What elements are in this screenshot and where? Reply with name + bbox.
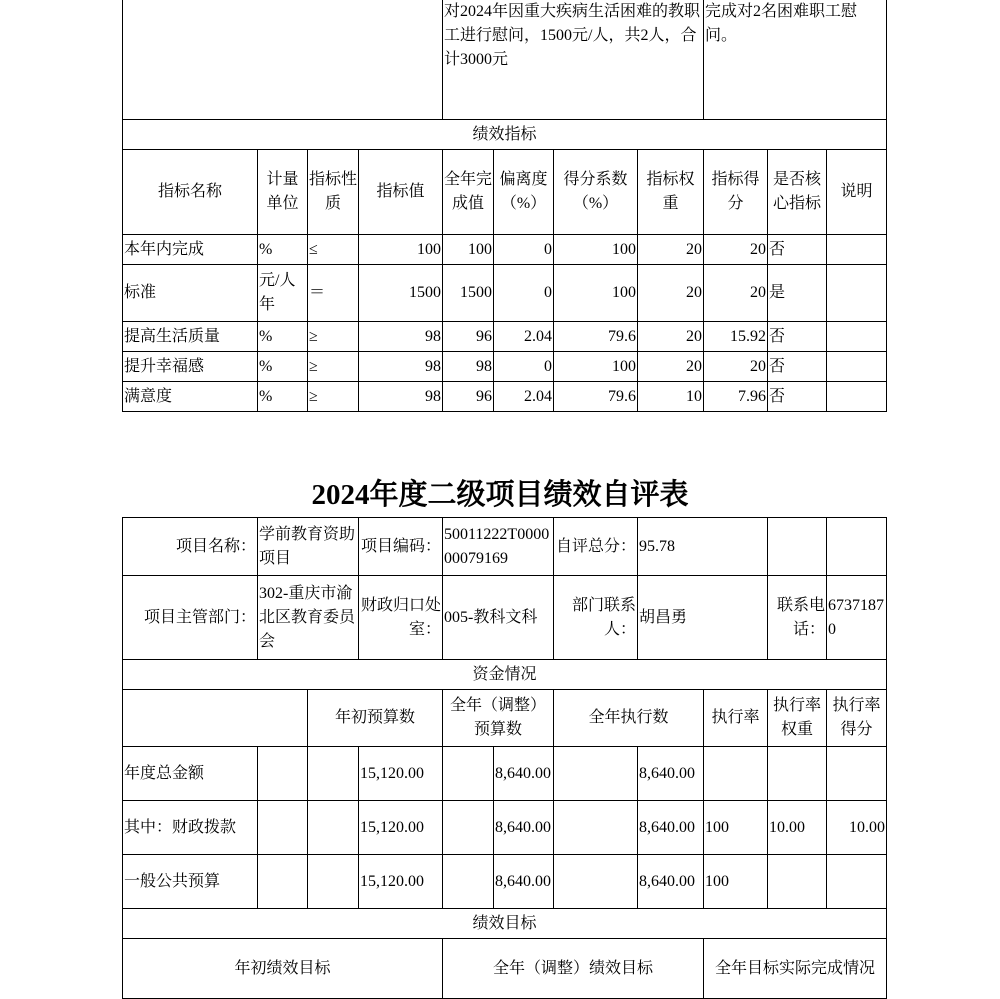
table-cell: 1500 [359,265,443,322]
column-header: 执行率得分 [827,690,887,747]
table-cell: % [258,235,308,265]
phone-number: 67371870 [827,576,887,660]
table-cell [827,518,887,576]
table-cell: % [258,382,308,412]
project-info-row [123,518,887,576]
table-cell: 100 [554,352,638,382]
project-code: 50011222T000000079169 [443,518,554,576]
column-header: 执行率 [704,690,768,747]
column-header: 指标值 [359,150,443,235]
table-cell: 100 [704,855,768,909]
table-cell: 20 [638,352,704,382]
table-cell [827,235,887,265]
project-name-label: 项目名称： [123,518,258,576]
page-title: 2024年度二级项目绩效自评表 [311,479,689,511]
table-cell [554,747,638,801]
table-cell: 一般公共预算 [123,855,258,909]
table-cell [123,690,308,747]
table-cell [827,352,887,382]
plan-goal-text: 对2024年因重大疾病生活困难的教职工进行慰问，1500元/人，共2人，合计3000元 [443,0,704,120]
table-cell: 满意度 [123,382,258,412]
table-cell: 100 [554,235,638,265]
goal-text-row [123,0,887,120]
table-cell: 15,120.00 [359,855,443,909]
table-cell: 20 [638,265,704,322]
table-cell [768,518,827,576]
table-cell: ≥ [308,322,359,352]
funds-row [123,855,887,909]
table-cell [308,855,359,909]
table-cell: 元/人年 [258,265,308,322]
header-row [123,150,887,235]
office-label: 财政归口处室： [359,576,443,660]
column-header: 得分系数（%） [554,150,638,235]
section-title: 绩效目标 [123,909,887,939]
table-cell: 100 [359,235,443,265]
score-label: 自评总分： [554,518,638,576]
section-row [123,660,887,690]
table-cell: 2.04 [494,322,554,352]
column-header: 全年目标实际完成情况 [704,939,887,999]
table-cell [827,382,887,412]
section-row [123,909,887,939]
table-cell: 79.6 [554,382,638,412]
table-cell [308,801,359,855]
table-cell: % [258,352,308,382]
table-cell: 96 [443,382,494,412]
dept-name: 302-重庆市渝北区教育委员会 [258,576,359,660]
table-cell: 100 [554,265,638,322]
table-cell: ≥ [308,352,359,382]
column-header: 偏离度（%） [494,150,554,235]
table-cell [258,855,308,909]
table-cell: 79.6 [554,322,638,352]
table-cell [827,322,887,352]
total-score: 95.78 [638,518,768,576]
project-code-label: 项目编码： [359,518,443,576]
table-cell: 否 [768,382,827,412]
indicator-row [123,352,887,382]
column-header: 指标名称 [123,150,258,235]
table-cell: 否 [768,235,827,265]
table-cell: 8,640.00 [638,801,704,855]
table-cell [827,747,887,801]
table-cell [554,801,638,855]
table-cell: ＝ [308,265,359,322]
column-header: 全年完成值 [443,150,494,235]
table-cell: 98 [359,382,443,412]
column-header: 指标得分 [704,150,768,235]
table-cell: 98 [443,352,494,382]
table-cell: 8,640.00 [494,801,554,855]
table-cell: 7.96 [704,382,768,412]
table-cell: 20 [704,352,768,382]
contact-name: 胡昌勇 [638,576,768,660]
section-title: 资金情况 [123,660,887,690]
actual-completion-text: 完成对2名困难职工慰问。 [704,0,887,120]
table-cell: 20 [704,265,768,322]
table-cell: 10.00 [827,801,887,855]
table-cell: % [258,322,308,352]
table-cell: 0 [494,352,554,382]
column-header: 执行率权重 [768,690,827,747]
column-header: 指标权重 [638,150,704,235]
section-title: 绩效指标 [123,120,887,150]
table-cell: 本年内完成 [123,235,258,265]
project-dept-row [123,576,887,660]
table-cell [123,0,443,120]
phone-label: 联系电话： [768,576,827,660]
table-cell: 提升幸福感 [123,352,258,382]
table-cell: ≤ [308,235,359,265]
indicator-row [123,322,887,352]
table-cell: 2.04 [494,382,554,412]
column-header: 全年执行数 [554,690,704,747]
table-cell: 是 [768,265,827,322]
table-cell [704,747,768,801]
column-header: 说明 [827,150,887,235]
funds-row [123,747,887,801]
table-cell: 8,640.00 [494,747,554,801]
table-cell [258,801,308,855]
table-cell [443,855,494,909]
table-cell [258,747,308,801]
table-cell: 0 [494,235,554,265]
table-cell: 8,640.00 [494,855,554,909]
table-cell: 年度总金额 [123,747,258,801]
indicator-row [123,265,887,322]
table-cell [827,855,887,909]
table-cell [768,747,827,801]
table-cell: 8,640.00 [638,747,704,801]
indicator-row [123,235,887,265]
dept-label: 项目主管部门： [123,576,258,660]
table-cell: 20 [638,322,704,352]
table-cell: 否 [768,352,827,382]
column-header: 是否核心指标 [768,150,827,235]
table-cell [308,747,359,801]
table-cell [443,801,494,855]
table-cell: 否 [768,322,827,352]
project-name: 学前教育资助项目 [258,518,359,576]
goals-header-row [123,939,887,999]
column-header: 全年（调整）绩效目标 [443,939,704,999]
table-cell: 15.92 [704,322,768,352]
column-header: 年初预算数 [308,690,443,747]
column-header: 指标性质 [308,150,359,235]
funds-row [123,801,887,855]
table-cell: 10 [638,382,704,412]
funds-header-row [123,690,887,747]
table-cell: 98 [359,322,443,352]
table-cell: 100 [704,801,768,855]
table-cell: 标准 [123,265,258,322]
table-cell [827,265,887,322]
table-cell: 0 [494,265,554,322]
table-cell: 96 [443,322,494,352]
table-cell [554,855,638,909]
indicator-row [123,382,887,412]
column-header: 年初绩效目标 [123,939,443,999]
table-cell: 15,120.00 [359,747,443,801]
table-cell: 1500 [443,265,494,322]
project-self-evaluation-table [122,517,887,999]
office-name: 005-教科文科 [443,576,554,660]
table-cell [768,855,827,909]
table-cell: 其中：财政拨款 [123,801,258,855]
table-cell: 20 [638,235,704,265]
table-cell: 20 [704,235,768,265]
table-cell: 8,640.00 [638,855,704,909]
table-cell: ≥ [308,382,359,412]
table-cell: 10.00 [768,801,827,855]
table-cell: 15,120.00 [359,801,443,855]
table-cell: 100 [443,235,494,265]
section-row [123,120,887,150]
contact-label: 部门联系人： [554,576,638,660]
table-cell: 提高生活质量 [123,322,258,352]
column-header: 全年（调整）预算数 [443,690,554,747]
indicator-table [122,0,887,412]
table-cell [443,747,494,801]
table-cell: 98 [359,352,443,382]
column-header: 计量单位 [258,150,308,235]
